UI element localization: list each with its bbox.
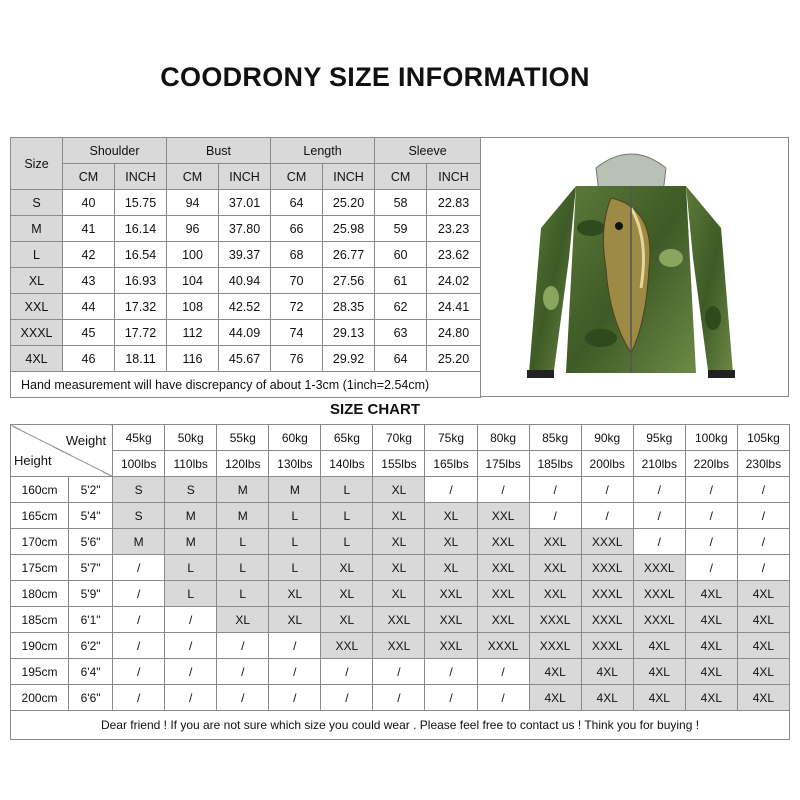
measure-cell: 25.98 [323,216,375,242]
weight-kg-header: 95kg [633,425,685,451]
size-label: 4XL [11,346,63,372]
size-cell: / [633,477,685,503]
size-cell: / [633,529,685,555]
size-label: M [11,216,63,242]
measurement-note: Hand measurement will have discrepancy of about 1-3cm (1inch=2.54cm) [11,372,481,398]
measure-cell: 45 [63,320,115,346]
size-cell: XXXL [529,607,581,633]
size-cell: L [321,529,373,555]
table-row [11,346,481,372]
weight-kg-header: 45kg [113,425,165,451]
measure-cell: 72 [271,294,323,320]
size-cell: L [217,555,269,581]
size-cell: L [269,529,321,555]
size-cell: / [529,477,581,503]
size-cell: XXXL [477,633,529,659]
height-ft: 6'1" [69,607,113,633]
weight-kg-header: 90kg [581,425,633,451]
measure-group-header: Sleeve [375,138,481,164]
size-cell: 4XL [633,685,685,711]
size-cell: L [165,581,217,607]
weight-lbs-header: 220lbs [685,451,737,477]
measure-cell: 18.11 [115,346,167,372]
measure-cell: 24.80 [427,320,481,346]
size-cell: / [373,659,425,685]
measure-cell: 96 [167,216,219,242]
size-label: L [11,242,63,268]
size-cell: M [217,477,269,503]
table-row [11,607,790,633]
measure-cell: 112 [167,320,219,346]
camo-fishing-hoodie-icon [481,138,788,396]
measure-cell: 43 [63,268,115,294]
measure-cell: 23.23 [427,216,481,242]
weight-kg-header: 60kg [269,425,321,451]
size-cell: / [113,633,165,659]
size-cell: M [165,503,217,529]
size-cell: 4XL [581,659,633,685]
weight-lbs-header: 120lbs [217,451,269,477]
measure-cell: 46 [63,346,115,372]
size-cell: M [269,477,321,503]
weight-lbs-header: 175lbs [477,451,529,477]
size-cell: / [425,477,477,503]
chart-header-row-lbs [11,451,790,477]
measure-cell: 23.62 [427,242,481,268]
size-cell: M [217,503,269,529]
table-row [11,242,481,268]
size-cell: 4XL [529,685,581,711]
measure-cell: 24.02 [427,268,481,294]
height-cm: 190cm [11,633,69,659]
size-cell: XXXL [529,633,581,659]
size-cell: / [113,607,165,633]
size-cell: M [165,529,217,555]
unit-header: CM [375,164,427,190]
size-cell: XL [425,555,477,581]
size-cell: M [113,529,165,555]
measure-cell: 94 [167,190,219,216]
page-title: COODRONY SIZE INFORMATION [160,62,590,92]
size-cell: / [425,685,477,711]
size-cell: 4XL [737,685,789,711]
height-ft: 5'9" [69,581,113,607]
size-cell: S [113,503,165,529]
size-cell: 4XL [633,633,685,659]
measure-cell: 64 [375,346,427,372]
weight-lbs-header: 130lbs [269,451,321,477]
weight-kg-header: 85kg [529,425,581,451]
product-image [480,137,789,397]
measure-cell: 64 [271,190,323,216]
size-chart-table [10,424,790,740]
note-row [11,372,481,398]
size-cell: / [113,685,165,711]
measure-group-header: Bust [167,138,271,164]
size-cell: S [113,477,165,503]
height-ft: 6'2" [69,633,113,659]
measure-cell: 25.20 [323,190,375,216]
measure-cell: 116 [167,346,219,372]
measure-cell: 17.72 [115,320,167,346]
size-cell: / [581,503,633,529]
weight-lbs-header: 140lbs [321,451,373,477]
measure-cell: 40.94 [219,268,271,294]
size-cell: XL [321,581,373,607]
size-cell: XXXL [633,607,685,633]
size-cell: / [477,685,529,711]
measure-cell: 100 [167,242,219,268]
weight-kg-header: 100kg [685,425,737,451]
size-cell: 4XL [737,581,789,607]
size-cell: / [373,685,425,711]
measure-cell: 24.41 [427,294,481,320]
size-cell: XL [321,555,373,581]
measure-cell: 40 [63,190,115,216]
size-cell: / [581,477,633,503]
size-cell: / [217,659,269,685]
unit-header: CM [167,164,219,190]
size-cell: / [269,633,321,659]
size-cell: XXXL [581,633,633,659]
size-cell: 4XL [737,659,789,685]
size-cell: / [737,555,789,581]
table-row [11,659,790,685]
size-cell: / [321,685,373,711]
size-table-header-row [11,138,481,164]
measure-cell: 104 [167,268,219,294]
size-cell: 4XL [737,607,789,633]
size-label: S [11,190,63,216]
height-cm: 195cm [11,659,69,685]
size-cell: XL [269,607,321,633]
size-cell: XL [373,477,425,503]
size-cell: L [321,503,373,529]
size-cell: / [269,685,321,711]
weight-kg-header: 105kg [737,425,789,451]
height-ft: 6'6" [69,685,113,711]
measure-cell: 108 [167,294,219,320]
height-ft: 5'4" [69,503,113,529]
size-cell: XXXL [633,555,685,581]
size-cell: / [737,503,789,529]
height-cm: 200cm [11,685,69,711]
measure-cell: 37.80 [219,216,271,242]
measure-cell: 62 [375,294,427,320]
measure-cell: 63 [375,320,427,346]
size-cell: / [737,477,789,503]
measure-cell: 39.37 [219,242,271,268]
measure-cell: 17.32 [115,294,167,320]
measure-cell: 28.35 [323,294,375,320]
size-cell: XL [425,529,477,555]
measure-cell: 16.54 [115,242,167,268]
table-row [11,190,481,216]
size-cell: 4XL [581,685,633,711]
size-cell: XXL [373,607,425,633]
unit-header: INCH [323,164,375,190]
measure-cell: 44.09 [219,320,271,346]
measure-cell: 29.13 [323,320,375,346]
size-table-unit-row [11,164,481,190]
unit-header: INCH [115,164,167,190]
size-cell: L [321,477,373,503]
weight-lbs-header: 165lbs [425,451,477,477]
weight-kg-header: 55kg [217,425,269,451]
measure-cell: 44 [63,294,115,320]
measure-cell: 15.75 [115,190,167,216]
size-cell: L [165,555,217,581]
table-row [11,529,790,555]
height-ft: 5'2" [69,477,113,503]
table-row [11,477,790,503]
size-cell: XXL [425,607,477,633]
size-cell: / [321,659,373,685]
size-cell: XXXL [581,581,633,607]
size-measurement-table [10,137,481,398]
size-cell: XXL [321,633,373,659]
size-chart-title: SIZE CHART [330,401,420,418]
size-cell: XL [373,555,425,581]
size-cell: 4XL [685,607,737,633]
height-cm: 165cm [11,503,69,529]
measure-cell: 45.67 [219,346,271,372]
size-cell: XXL [477,607,529,633]
size-cell: / [425,659,477,685]
weight-label: Weight [65,433,107,448]
measure-cell: 26.77 [323,242,375,268]
size-cell: / [685,477,737,503]
measure-cell: 61 [375,268,427,294]
measure-cell: 66 [271,216,323,242]
unit-header: INCH [219,164,271,190]
height-cm: 185cm [11,607,69,633]
weight-lbs-header: 185lbs [529,451,581,477]
table-row [11,581,790,607]
size-cell: L [269,503,321,529]
measure-cell: 16.93 [115,268,167,294]
size-cell: / [477,659,529,685]
size-label: XXL [11,294,63,320]
height-cm: 175cm [11,555,69,581]
size-cell: / [269,659,321,685]
measure-cell: 68 [271,242,323,268]
table-row [11,268,481,294]
size-cell: XL [373,529,425,555]
size-header: Size [11,138,63,190]
height-cm: 170cm [11,529,69,555]
measure-group-header: Length [271,138,375,164]
size-cell: 4XL [685,659,737,685]
size-cell: 4XL [737,633,789,659]
measure-cell: 58 [375,190,427,216]
size-cell: / [217,633,269,659]
size-cell: / [477,477,529,503]
measure-group-header: Shoulder [63,138,167,164]
contact-note: Dear friend ! If you are not sure which size you could wear . Please feel free to contact us ! Think you for buying ! [11,711,790,740]
table-row [11,320,481,346]
measure-cell: 76 [271,346,323,372]
weight-kg-header: 65kg [321,425,373,451]
footer-row [11,711,790,740]
measure-cell: 42.52 [219,294,271,320]
size-cell: XL [217,607,269,633]
size-label: XL [11,268,63,294]
size-cell: XXL [425,581,477,607]
size-cell: / [685,503,737,529]
size-cell: XL [321,607,373,633]
table-row [11,294,481,320]
size-cell: XXXL [581,607,633,633]
measure-cell: 29.92 [323,346,375,372]
size-cell: / [113,581,165,607]
table-row [11,555,790,581]
size-cell: S [165,477,217,503]
size-cell: / [217,685,269,711]
size-cell: / [633,503,685,529]
unit-header: CM [63,164,115,190]
size-cell: XXL [373,633,425,659]
measure-cell: 41 [63,216,115,242]
size-cell: XXXL [581,555,633,581]
weight-kg-header: 80kg [477,425,529,451]
measure-cell: 59 [375,216,427,242]
size-cell: / [165,607,217,633]
measure-cell: 27.56 [323,268,375,294]
size-cell: 4XL [685,633,737,659]
table-row [11,685,790,711]
unit-header: CM [271,164,323,190]
size-cell: XXL [477,555,529,581]
table-row [11,216,481,242]
size-cell: / [113,659,165,685]
weight-kg-header: 50kg [165,425,217,451]
measure-cell: 60 [375,242,427,268]
measure-cell: 25.20 [427,346,481,372]
size-cell: L [269,555,321,581]
chart-header-row-kg [11,425,790,451]
size-cell: XXL [477,529,529,555]
size-cell: XL [269,581,321,607]
table-row [11,503,790,529]
height-ft: 5'7" [69,555,113,581]
weight-lbs-header: 100lbs [113,451,165,477]
height-cm: 180cm [11,581,69,607]
table-row [11,633,790,659]
height-label: Height [14,453,52,468]
size-cell: XXL [425,633,477,659]
size-cell: 4XL [685,581,737,607]
weight-kg-header: 70kg [373,425,425,451]
size-cell: XXXL [581,529,633,555]
size-cell: / [737,529,789,555]
weight-lbs-header: 200lbs [581,451,633,477]
weight-kg-header: 75kg [425,425,477,451]
size-cell: / [165,685,217,711]
size-cell: XXL [529,555,581,581]
measure-cell: 42 [63,242,115,268]
size-cell: 4XL [529,659,581,685]
size-cell: L [217,581,269,607]
weight-lbs-header: 210lbs [633,451,685,477]
weight-lbs-header: 230lbs [737,451,789,477]
weight-height-corner [11,425,113,477]
weight-lbs-header: 155lbs [373,451,425,477]
size-cell: XXXL [633,581,685,607]
size-cell: / [685,529,737,555]
measure-cell: 74 [271,320,323,346]
measure-cell: 70 [271,268,323,294]
size-cell: XXL [477,581,529,607]
size-cell: / [165,659,217,685]
size-cell: XXL [477,503,529,529]
measure-cell: 37.01 [219,190,271,216]
height-cm: 160cm [11,477,69,503]
measure-cell: 16.14 [115,216,167,242]
size-cell: L [217,529,269,555]
height-ft: 5'6" [69,529,113,555]
size-cell: / [685,555,737,581]
size-cell: XXL [529,581,581,607]
size-cell: XL [373,503,425,529]
size-cell: / [113,555,165,581]
size-label: XXXL [11,320,63,346]
size-cell: / [165,633,217,659]
size-cell: XL [373,581,425,607]
weight-lbs-header: 110lbs [165,451,217,477]
size-cell: / [529,503,581,529]
size-cell: XL [425,503,477,529]
size-cell: 4XL [685,685,737,711]
size-cell: 4XL [633,659,685,685]
unit-header: INCH [427,164,481,190]
height-ft: 6'4" [69,659,113,685]
measure-cell: 22.83 [427,190,481,216]
size-cell: XXL [529,529,581,555]
